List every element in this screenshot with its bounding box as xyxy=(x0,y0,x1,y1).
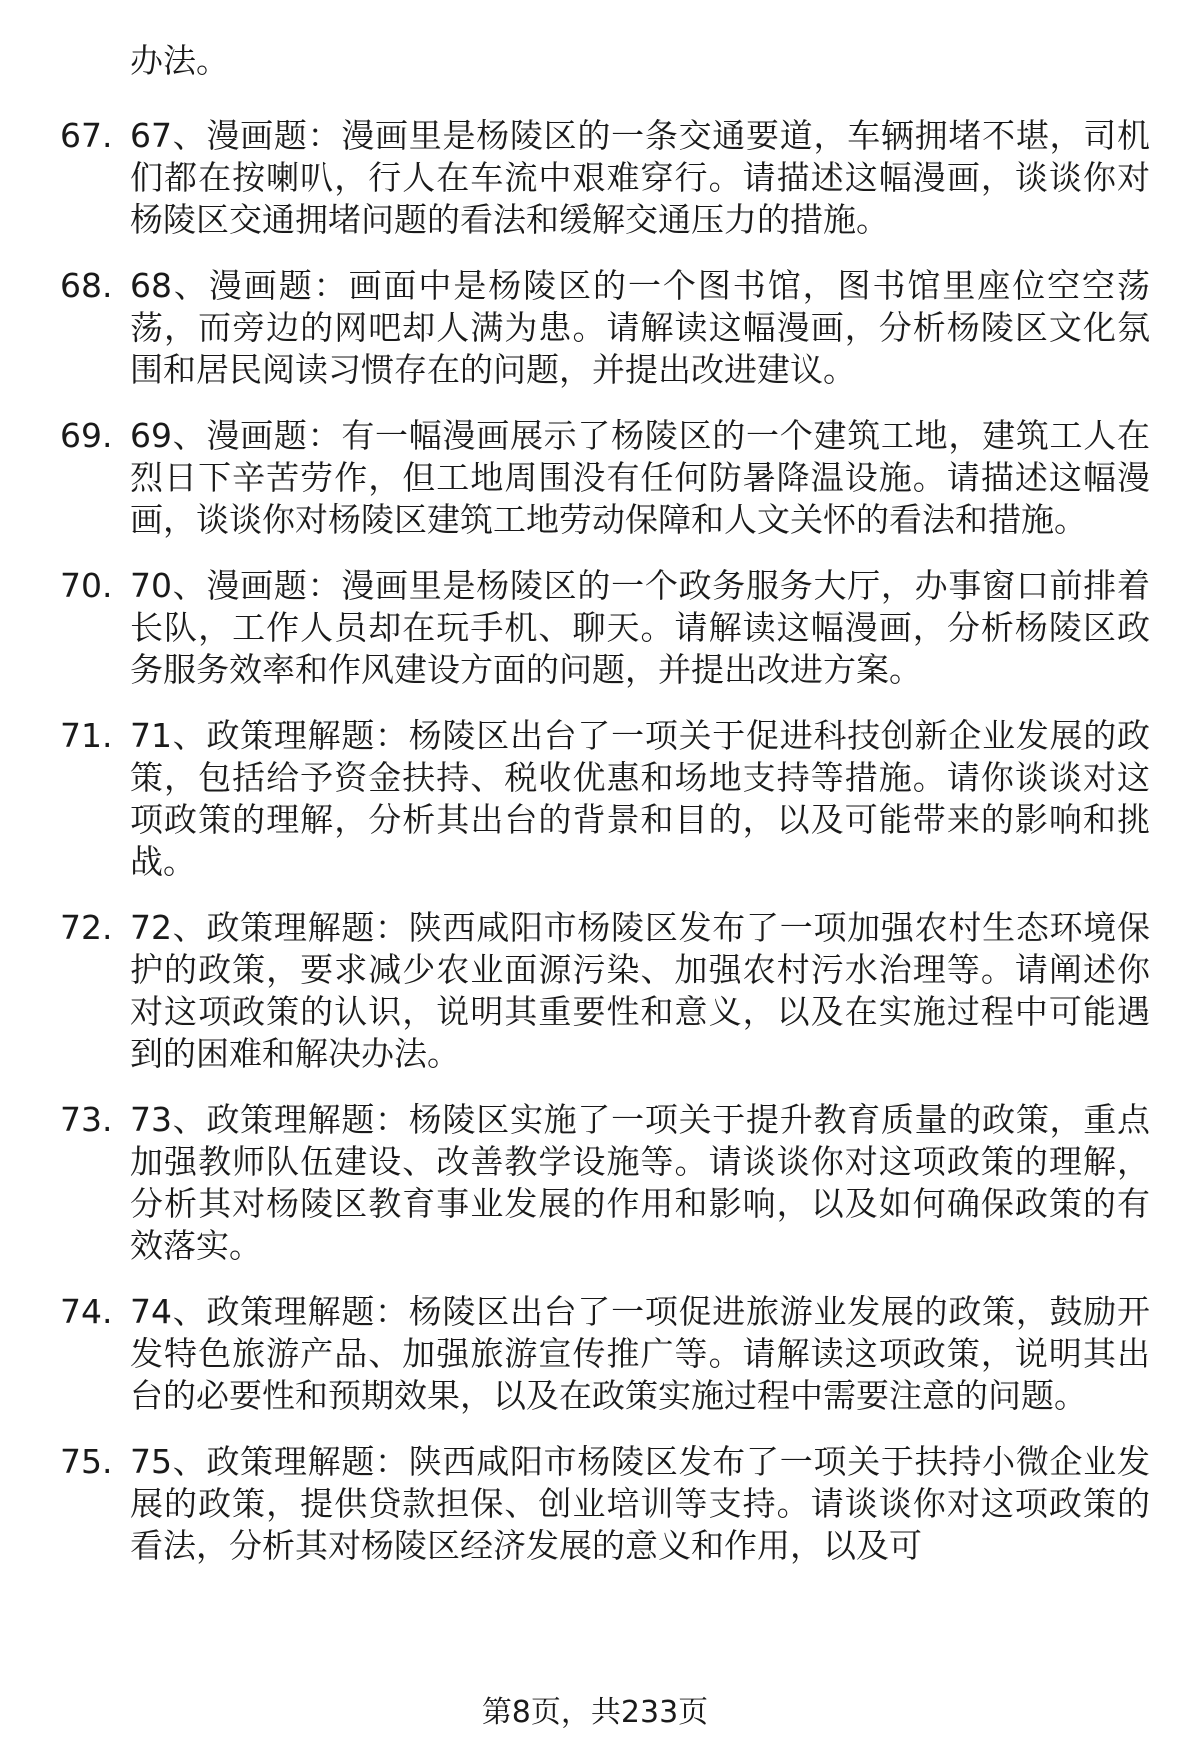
list-item-text: 74、政策理解题：杨陵区出台了一项促进旅游业发展的政策，鼓励开发特色旅游产品、加强旅游宣传推广等。请解读这项政策，说明其出台的必要性和预期效果，以及在政策实施过程中需要注意的问题。 xyxy=(130,1292,1150,1415)
list-item-number: 72. xyxy=(60,908,113,947)
list-item xyxy=(0,1099,1190,1267)
list-item-number: 68. xyxy=(60,266,113,305)
list-item-text: 72、政策理解题：陕西咸阳市杨陵区发布了一项加强农村生态环境保护的政策，要求减少农业面源污染、加强农村污水治理等。请阐述你对这项政策的认识，说明其重要性和意义，以及在实施过程中可能遇到的困难和解决办法。 xyxy=(130,908,1150,1073)
list-item xyxy=(0,715,1190,883)
list-item-text: 75、政策理解题：陕西咸阳市杨陵区发布了一项关于扶持小微企业发展的政策，提供贷款担保、创业培训等支持。请谈谈你对这项政策的看法，分析其对杨陵区经济发展的意义和作用，以及可 xyxy=(130,1442,1150,1565)
list-item-text: 71、政策理解题：杨陵区出台了一项关于促进科技创新企业发展的政策，包括给予资金扶持、税收优惠和场地支持等措施。请你谈谈对这项政策的理解，分析其出台的背景和目的，以及可能带来的影响和挑战。 xyxy=(130,716,1150,881)
list-item-number: 69. xyxy=(60,416,113,455)
list-item-number: 74. xyxy=(60,1292,113,1331)
list-item xyxy=(0,115,1190,241)
list-item xyxy=(0,907,1190,1075)
list-item xyxy=(0,415,1190,541)
list-item-number: 75. xyxy=(60,1442,113,1481)
continuation-text: 办法。 xyxy=(130,41,229,80)
page-footer: 第8页，共233页 xyxy=(481,1695,709,1730)
list-item xyxy=(0,1291,1190,1417)
list-item-text: 68、漫画题：画面中是杨陵区的一个图书馆，图书馆里座位空空荡荡，而旁边的网吧却人满为患。请解读这幅漫画，分析杨陵区文化氛围和居民阅读习惯存在的问题，并提出改进建议。 xyxy=(130,266,1150,389)
list-item-number: 70. xyxy=(60,566,113,605)
list-item-text: 70、漫画题：漫画里是杨陵区的一个政务服务大厅，办事窗口前排着长队，工作人员却在玩手机、聊天。请解读这幅漫画，分析杨陵区政务服务效率和作风建设方面的问题，并提出改进方案。 xyxy=(130,566,1150,689)
list-item-number: 73. xyxy=(60,1100,113,1139)
list-item-text: 73、政策理解题：杨陵区实施了一项关于提升教育质量的政策，重点加强教师队伍建设、改善教学设施等。请谈谈你对这项政策的理解，分析其对杨陵区教育事业发展的作用和影响，以及如何确保政策的有效落实。 xyxy=(130,1100,1150,1265)
list-item xyxy=(0,265,1190,391)
list-item-number: 67. xyxy=(60,116,113,155)
list-item-text: 67、漫画题：漫画里是杨陵区的一条交通要道，车辆拥堵不堪，司机们都在按喇叭，行人在车流中艰难穿行。请描述这幅漫画，谈谈你对杨陵区交通拥堵问题的看法和缓解交通压力的措施。 xyxy=(130,116,1150,239)
list-item-text: 69、漫画题：有一幅漫画展示了杨陵区的一个建筑工地，建筑工人在烈日下辛苦劳作，但工地周围没有任何防暑降温设施。请描述这幅漫画，谈谈你对杨陵区建筑工地劳动保障和人文关怀的看法和措施。 xyxy=(130,416,1150,539)
question-list xyxy=(0,115,1190,1591)
list-item xyxy=(0,565,1190,691)
list-item xyxy=(0,1441,1190,1567)
list-item-number: 71. xyxy=(60,716,113,755)
